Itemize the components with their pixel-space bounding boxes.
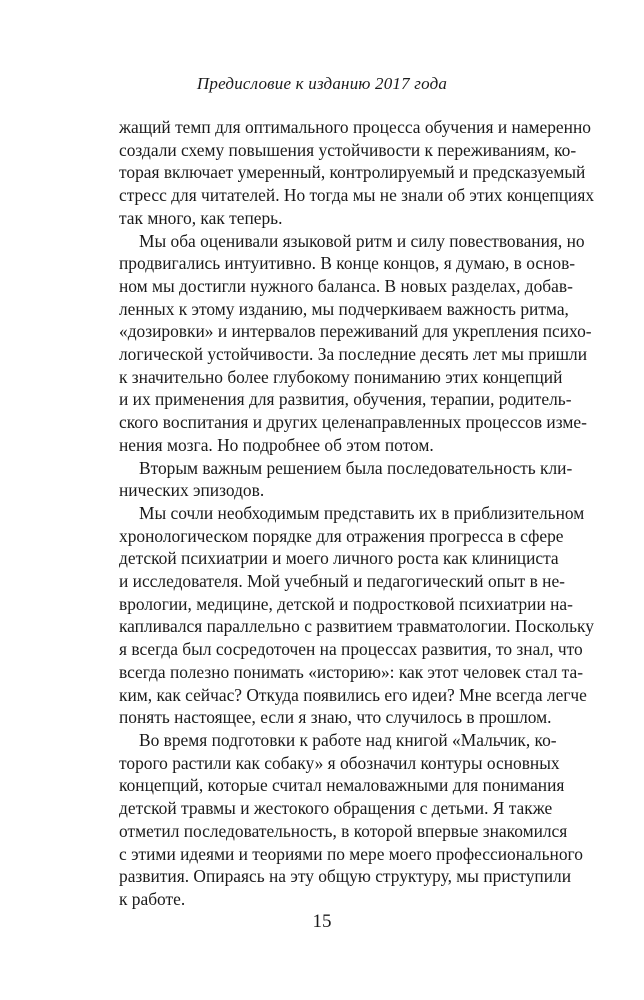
paragraph [119, 116, 595, 230]
text-line: понять настоящее, если я знаю, что случилось в прошлом. [119, 707, 552, 728]
paragraph [119, 457, 573, 502]
text-line: с этими идеями и теориями по мере моего профессионального [119, 843, 583, 864]
running-head: Предисловие к изданию 2017 года [196, 74, 448, 93]
text-line: развития. Опираясь на эту общую структуру, мы приступили [119, 866, 572, 887]
text-line: ном мы достигли нужного баланса. В новых разделах, добав- [119, 275, 573, 296]
paragraph [119, 502, 594, 729]
text-line: Во время подготовки к работе над книгой «Мальчик, ко- [139, 729, 557, 750]
text-line: нических эпизодов. [119, 480, 265, 501]
text-line: всегда полезно понимать «историю»: как этот человек стал та- [119, 661, 584, 682]
body-text [119, 116, 595, 911]
text-line: жащий темп для оптимального процесса обучения и намеренно [119, 117, 591, 137]
paragraph [119, 729, 583, 911]
text-line: ким, как сейчас? Откуда появились его идеи? Мне всегда легче [119, 684, 587, 705]
text-line: торая включает умеренный, контролируемый и предсказуемый [119, 162, 586, 183]
text-line: хронологическом порядке для отражения прогресса в сфере [119, 525, 564, 546]
text-line: капливался параллельно с развитием травматологии. Поскольку [119, 616, 594, 637]
text-line: нения мозга. Но подробнее об этом потом. [119, 434, 434, 455]
page-number: 15 [312, 911, 332, 932]
text-line: ского воспитания и других целенаправленных процессов изме- [119, 412, 587, 433]
text-line: я всегда был сосредоточен на процессах развития, то знал, что [119, 639, 583, 660]
text-line: детской психиатрии и моего личного роста как клинициста [119, 548, 559, 569]
text-line: к значительно более глубокому пониманию этих концепций [119, 366, 563, 387]
text-line: Мы оба оценивали языковой ритм и силу повествования, но [139, 230, 585, 251]
text-line: ленных к этому изданию, мы подчеркиваем важность ритма, [119, 298, 569, 319]
text-line: отметил последовательность, в которой впервые знакомился [119, 820, 568, 841]
text-line: врологии, медицине, детской и подростковой психиатрии на- [119, 593, 573, 614]
text-line: «дозировки» и интервалов переживаний для укрепления психо- [119, 321, 592, 342]
text-line: Вторым важным решением была последовательность кли- [139, 457, 573, 478]
text-line: Мы сочли необходимым представить их в приблизительном [139, 502, 585, 523]
text-line: стресс для читателей. Но тогда мы не знали об этих концепциях [119, 185, 595, 206]
text-line: продвигались интуитивно. В конце концов, я думаю, в основ- [119, 253, 576, 274]
paragraph [119, 230, 592, 457]
text-line: торого растили как собаку» я обозначил контуры основных [119, 752, 560, 773]
text-line: логической устойчивости. За последние десять лет мы пришли [119, 344, 588, 365]
text-line: так много, как теперь. [119, 207, 283, 228]
text-line: и исследователя. Мой учебный и педагогический опыт в не- [119, 571, 565, 592]
text-line: к работе. [119, 888, 186, 909]
text-line: и их применения для развития, обучения, терапии, родитель- [119, 389, 572, 410]
text-line: концепций, которые считал немаловажными для понимания [119, 775, 565, 796]
text-line: детской травмы и жестокого обращения с детьми. Я также [119, 798, 553, 819]
text-line: создали схему повышения устойчивости к переживаниям, ко- [119, 139, 577, 160]
